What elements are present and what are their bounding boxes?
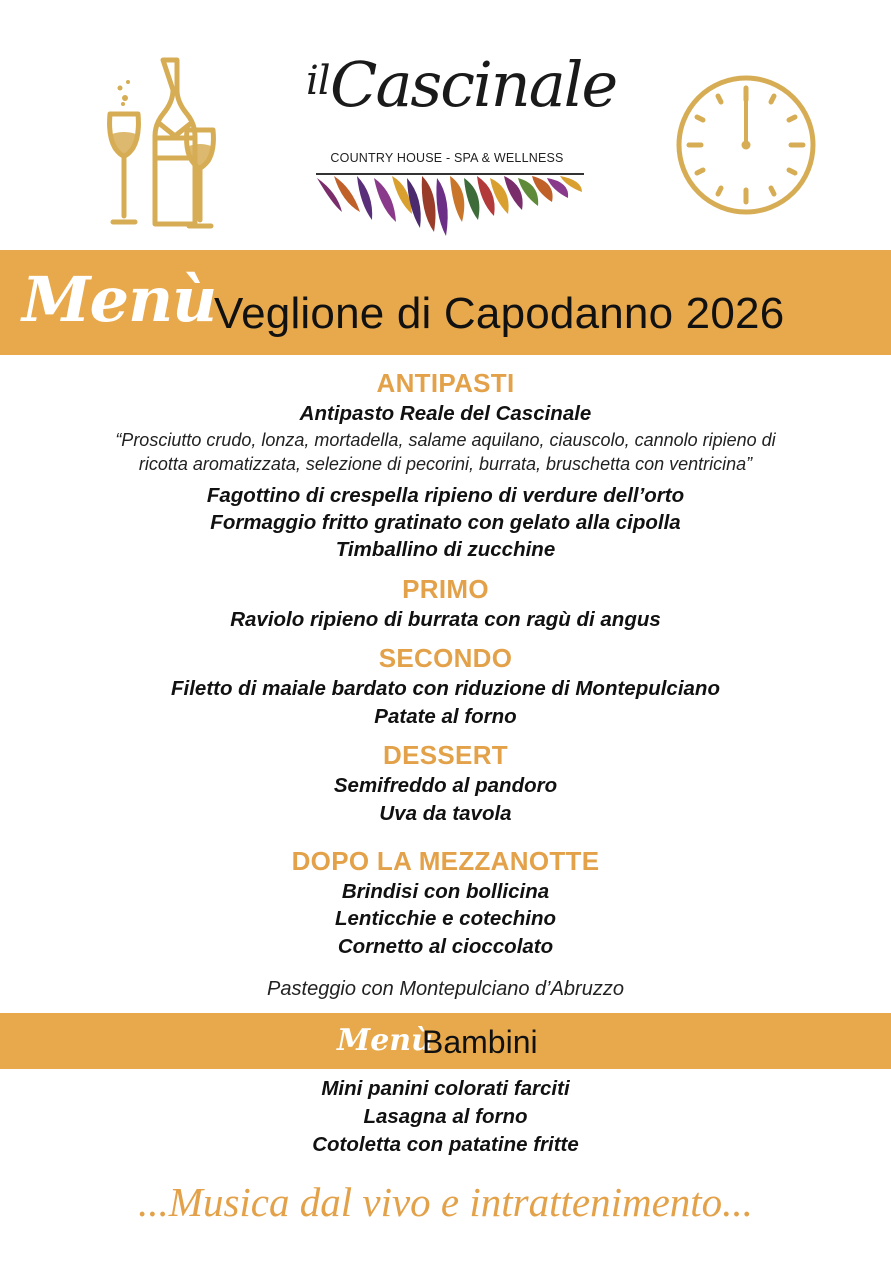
menu-item: Patate al forno — [374, 705, 517, 728]
kids-menu-label: Bambini — [422, 1024, 538, 1060]
section-heading-dessert: DESSERT — [383, 740, 508, 770]
menu-item: Fagottino di crespella ripieno di verdure dell’orto — [206, 484, 685, 507]
banner-title: Veglione di Capodanno 2026 — [214, 289, 785, 338]
footer-tagline: ...Musica dal vivo e intrattenimento... — [138, 1179, 753, 1225]
menu-item: Timballino di zucchine — [335, 538, 556, 561]
kids-menu-item: Cotoletta con patatine fritte — [312, 1133, 579, 1156]
antipasti-description-line: “Prosciutto crudo, lonza, mortadella, salame aquilano, ciauscolo, cannolo ripieno di — [115, 430, 776, 450]
menu-item: Uva da tavola — [379, 802, 512, 825]
clock-icon — [675, 74, 817, 216]
menu-item: Filetto di maiale bardato con riduzione di Montepulciano — [171, 677, 720, 700]
antipasti-main-item: Antipasto Reale del Cascinale — [299, 402, 592, 425]
menu-item: Cornetto al cioccolato — [337, 935, 554, 958]
menu-item: Raviolo ripieno di burrata con ragù di angus — [230, 608, 661, 631]
kids-menu-item: Lasagna al forno — [363, 1105, 528, 1128]
section-heading-secondo: SECONDO — [378, 643, 513, 673]
menu-item: Brindisi con bollicina — [341, 880, 550, 903]
menu-item: Lenticchie e cotechino — [335, 907, 556, 930]
logo-tagline: COUNTRY HOUSE - SPA & WELLNESS — [330, 151, 564, 165]
champagne-icon — [105, 52, 220, 234]
autumn-leaves-decoration — [312, 172, 587, 238]
menu-item: Semifreddo al pandoro — [333, 774, 558, 797]
kids-menu-item: Mini panini colorati farciti — [321, 1077, 570, 1100]
section-heading-antipasti: ANTIPASTI — [376, 368, 515, 398]
logo-name: Cascinale — [330, 48, 617, 121]
banner-menu-script: Menù — [22, 263, 217, 336]
kids-menu-script: Menù — [337, 1023, 433, 1058]
wine-note: Pasteggio con Montepulciano d’Abruzzo — [267, 978, 624, 1000]
section-heading-dopo-la-mezzanotte: DOPO LA MEZZANOTTE — [291, 846, 600, 876]
section-heading-primo: PRIMO — [402, 574, 489, 604]
logo-il-text: il — [306, 58, 330, 104]
menu-item: Formaggio fritto gratinato con gelato alla cipolla — [210, 511, 681, 534]
antipasti-description-line: ricotta aromatizzata, selezione di pecorini, burrata, bruschetta con ventricina” — [138, 454, 753, 474]
